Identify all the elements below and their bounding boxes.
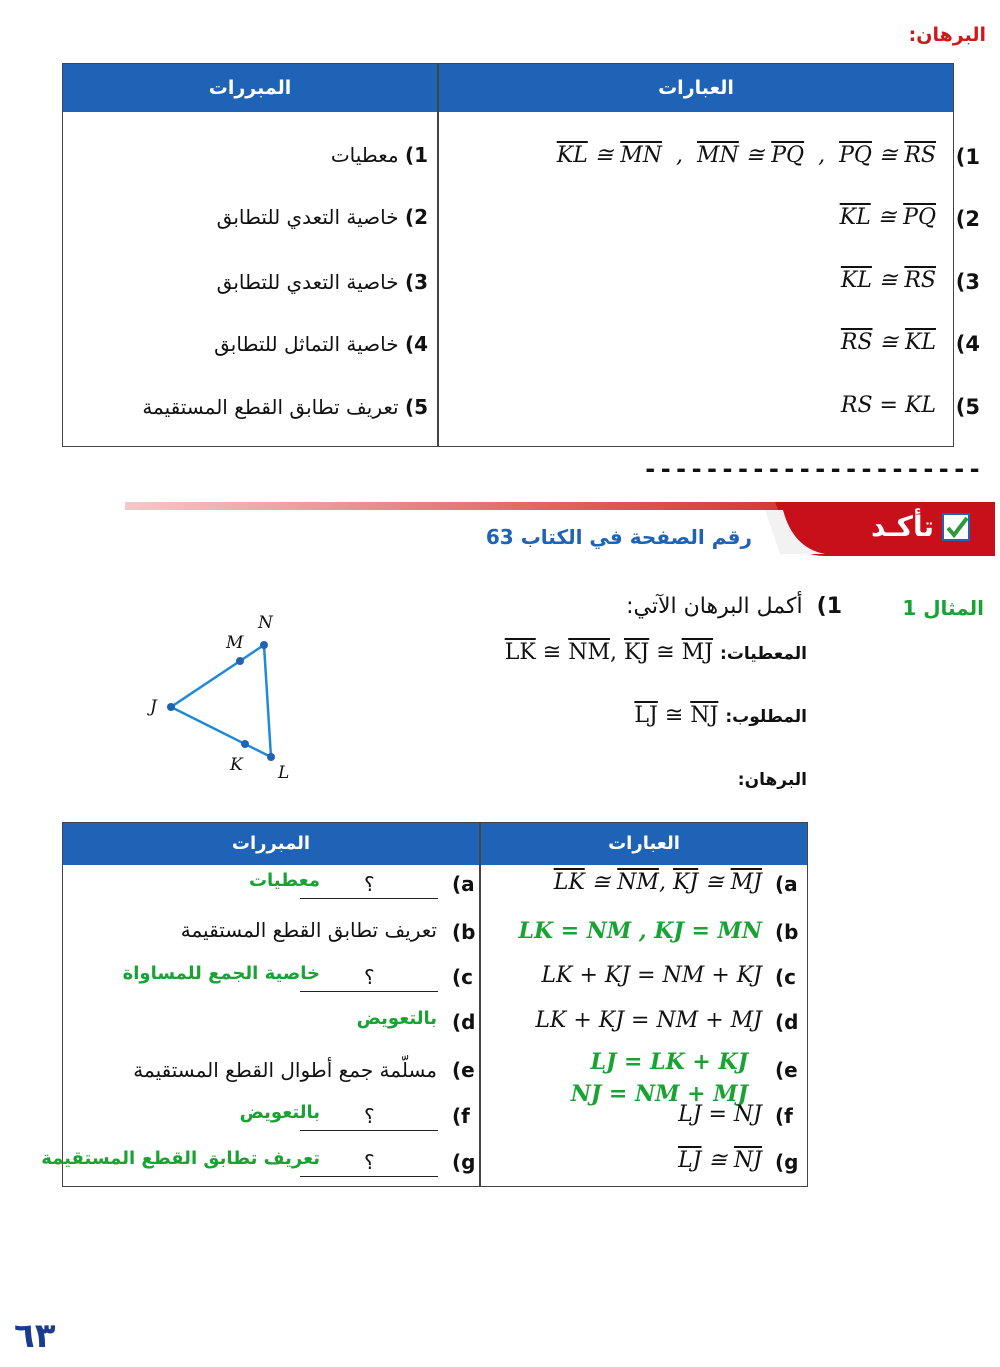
t2-question-mark: ؟ (364, 1104, 375, 1128)
t1-row5-reason: 5) تعريف تطابق القطع المستقيمة (142, 395, 428, 419)
t2-statement: LJ = NJ (678, 1102, 762, 1127)
t2-reason: بالتعويض (356, 1008, 437, 1029)
t1-row5-statement: RS = KL (840, 393, 936, 418)
t2-reason: بالتعويض (239, 1102, 320, 1123)
t2-reason: معطيات (248, 870, 320, 891)
example-instruction: 1) أكمل البرهان الآتي: (626, 594, 842, 619)
label-N: N (258, 613, 273, 633)
t2-reason-letter: f) (452, 1104, 470, 1128)
t1-row4-num: 4) (955, 332, 980, 356)
t1-row1-statement: $\overline{KL}$ ≅ $\overline{MN}$ , $\overline{MN}$ ≅ $\overline{PQ}$ , $\overline{PQ}$ ≅ $\overline{RS}$ (556, 143, 936, 168)
t2-reason-letter: c) (452, 965, 473, 989)
t2-statement: LK = NM , KJ = MN (518, 918, 762, 944)
label-K: K (230, 755, 243, 775)
t2-statements-header: العبارات (481, 823, 807, 865)
t2-question-mark: ؟ (364, 965, 375, 989)
t2-statement: LK + KJ = NM + MJ (535, 1008, 762, 1033)
t1-row3-statement: $\overline{KL}$ ≅ $\overline{RS}$ (840, 268, 936, 293)
t2-reason-letter: d) (452, 1010, 476, 1034)
t2-reason-letter: a) (452, 872, 475, 896)
t2-statement-letter: e) (775, 1058, 798, 1082)
t2-statement: $\overline{LK}$ ≅ $\overline{NM}$, $\overline{KJ}$ ≅ $\overline{MJ}$ (553, 870, 762, 895)
proof-label-2: البرهان: (737, 770, 807, 790)
t1-row1-reason: 1) معطيات (330, 143, 428, 167)
t2-question-mark: ؟ (364, 1150, 375, 1174)
column-divider (437, 64, 439, 446)
t1-row4-reason: 4) خاصية التماثل للتطابق (214, 332, 428, 356)
label-L: L (278, 763, 290, 783)
prove-line: المطلوب: $\overline{LJ}$ ≅ $\overline{NJ}$ (634, 703, 807, 728)
label-M: M (226, 633, 244, 653)
t2-statement-letter: g) (775, 1150, 799, 1174)
t2-reason: تعريف تطابق القطع المستقيمة (180, 918, 437, 942)
t2-reason: تعريف تطابق القطع المستقيمة (41, 1148, 320, 1169)
t2-answer-blank-line[interactable] (300, 1130, 438, 1131)
t1-row3-reason: 3) خاصية التعدي للتطابق (216, 270, 428, 294)
banner-title: تأكـد (870, 510, 934, 543)
t2-reasons-header: المبررات (63, 823, 479, 865)
t2-answer-blank-line[interactable] (300, 898, 438, 899)
t2-answer-blank-line[interactable] (300, 1176, 438, 1177)
t2-statement: LJ = LK + KJ NJ = NM + MJ (570, 1049, 748, 1107)
t1-row1-num: 1) (955, 145, 980, 169)
statements-header: العبارات (439, 64, 953, 112)
checkbox-check-icon (942, 513, 970, 541)
t2-statement-letter: d) (775, 1010, 799, 1034)
t2-statement-letter: c) (775, 965, 796, 989)
t2-reason-letter: g) (452, 1150, 476, 1174)
t2-statement-letter: f) (775, 1104, 793, 1128)
t2-question-mark: ؟ (364, 872, 375, 896)
proof-heading: البرهان: (908, 24, 986, 46)
t2-statement-letter: a) (775, 872, 798, 896)
t2-column-divider (479, 823, 481, 1186)
proof-table-1 (62, 63, 954, 447)
t2-statement: LK + KJ = NM + KJ (541, 963, 762, 988)
t2-statement-letter: b) (775, 920, 799, 944)
t1-row2-reason: 2) خاصية التعدي للتطابق (216, 205, 428, 229)
t1-row4-statement: $\overline{RS}$ ≅ $\overline{KL}$ (840, 330, 936, 355)
t2-answer-blank-line[interactable] (300, 991, 438, 992)
reasons-header: المبررات (63, 64, 437, 112)
t2-statement: $\overline{LJ}$ ≅ $\overline{NJ}$ (678, 1148, 762, 1173)
t2-reason: خاصية الجمع للمساواة (122, 963, 320, 984)
label-J: J (150, 697, 157, 717)
t1-row2-statement: $\overline{KL}$ ≅ $\overline{PQ}$ (839, 205, 936, 230)
t2-reason-letter: e) (452, 1058, 475, 1082)
banner-subtitle: رقم الصفحة في الكتاب 63 (485, 525, 752, 549)
page-number: ٦٣ (14, 1316, 56, 1356)
t1-row5-num: 5) (955, 395, 980, 419)
separator-dashes: ---------------------- (643, 455, 983, 483)
t2-reason: مسلّمة جمع أطوال القطع المستقيمة (133, 1058, 437, 1082)
t1-row3-num: 3) (955, 270, 980, 294)
t1-row2-num: 2) (955, 207, 980, 231)
given-line: المعطيات: $\overline{LK}$ ≅ $\overline{NM}$, $\overline{KJ}$ ≅ $\overline{MJ}$ (504, 640, 807, 665)
t2-reason-letter: b) (452, 920, 476, 944)
example-label: المثال 1 (902, 596, 984, 620)
